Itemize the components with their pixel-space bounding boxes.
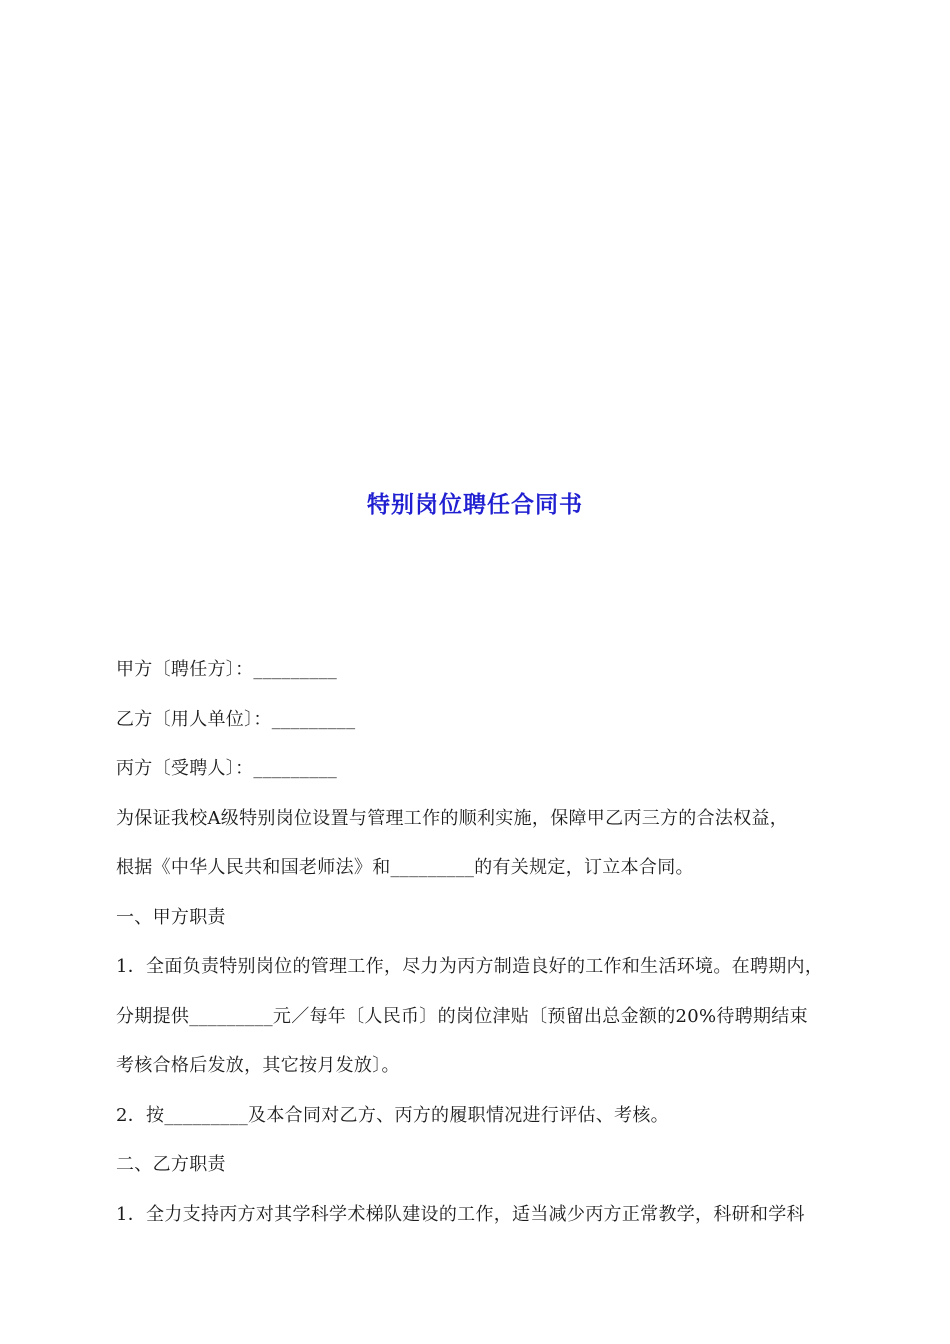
party-c-line: 丙方〔受聘人〕：_________ — [116, 758, 338, 779]
party-a-line: 甲方〔聘任方〕：_________ — [116, 659, 338, 680]
preamble-line-2: 根据《中华人民共和国老师法》和_________的有关规定，订立本合同。 — [116, 857, 694, 878]
document-title: 特别岗位聘任合同书 — [367, 492, 583, 518]
section-heading-party-a: 一、甲方职责 — [116, 906, 226, 928]
clause-a1-line-1: 1．全面负责特别岗位的管理工作，尽力为丙方制造良好的工作和生活环境。在聘期内， — [116, 956, 824, 977]
document-body — [116, 658, 876, 1252]
clause-b1-line-1: 1．全力支持丙方对其学科学术梯队建设的工作，适当减少丙方正常教学，科研和学科 — [116, 1203, 805, 1225]
section-heading-party-b: 二、乙方职责 — [116, 1154, 226, 1175]
party-b-line: 乙方〔用人单位〕：_________ — [116, 708, 356, 730]
clause-a2-line: 2．按_________及本合同对乙方、丙方的履职情况进行评估、考核。 — [116, 1104, 669, 1126]
clause-a1-line-3: 考核合格后发放，其它按月发放〕。 — [116, 1055, 400, 1076]
clause-a1-line-2: 分期提供_________元／每年〔人民币〕的岗位津贴〔预留出总金额的20%待聘期结束 — [116, 1005, 808, 1027]
preamble-line-1: 为保证我校A级特别岗位设置与管理工作的顺利实施，保障甲乙丙三方的合法权益， — [116, 807, 789, 829]
